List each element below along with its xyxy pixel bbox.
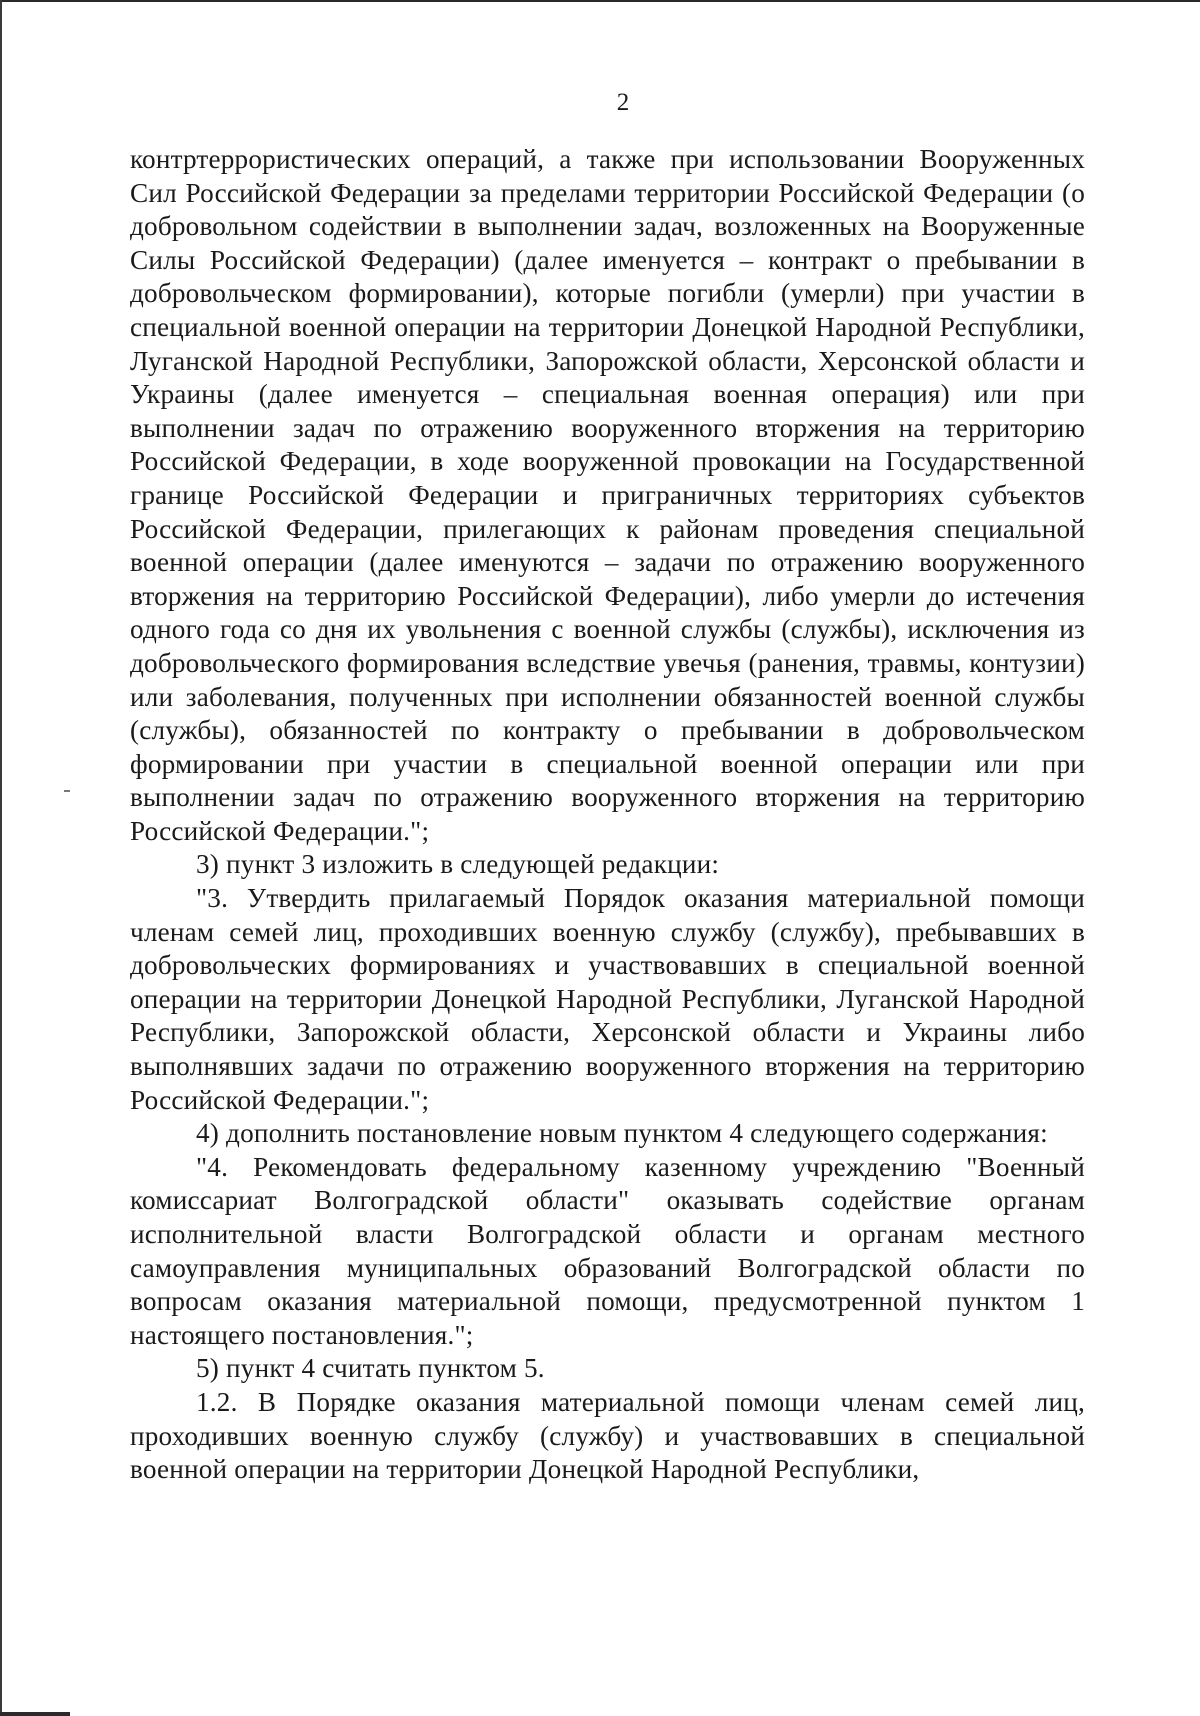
page-number: 2 — [616, 89, 630, 116]
paragraph-continuation: контртеррористических операций, а также при использовании Вооруженных Сил Российской Федерации за пределами территории Российской Федерации (о добровольном содействии в выполнении задач, возложенных на Вооруженные Силы Российской Федерации) (далее именуется – контракт о пребывании в добровольческом формировании), которые погибли (умерли) при участии в специальной военной операции на территории Донецкой Народной Республики, Луганской Народной Республики, Запорожской области, Херсонской области и Украины (далее именуется – специальная военная операция) или при выполнении задач по отражению вооруженного вторжения на территорию Российской Федерации, в ходе вооруженной провокации на Государственной границе Российской Федерации и приграничных территориях субъектов Российской Федерации, прилегающих к районам проведения специальной военной операции (далее именуются – задачи по отражению вооруженного вторжения на территорию Российской Федерации), либо умерли до истечения одного года со дня их увольнения с военной службы (службы), исключения из добровольческого формирования вследствие увечья (ранения, травмы, контузии) или заболевания, полученных при исполнении обязанностей военной службы (службы), обязанностей по контракту о пребывании в добровольческом формировании при участии в специальной военной операции или при выполнении задач по отражению вооруженного вторжения на территорию Российской Федерации."; — [130, 144, 1085, 846]
scan-border-left — [0, 0, 2, 1716]
paragraph-item-3-text: "3. Утвердить прилагаемый Порядок оказания материальной помощи членам семей лиц, проходивших военную службу (службу), пребывавших в добровольческих формированиях и участвовавших в специальной военной операции на территории Донецкой Народной Республики, Луганской Народной Республики, Запорожской области, Херсонской области и Украины либо выполнявших задачи по отражению вооруженного вторжения на территорию Российской Федерации."; — [130, 883, 1085, 1115]
scan-border-top — [0, 0, 1200, 2]
paragraph-item-4-text: "4. Рекомендовать федеральному казенному учреждению "Военный комиссариат Волгоградской области" оказывать содействие органам исполнительной власти Волгоградской области и органам местного самоуправления муниципальных образований Волгоградской области по вопросам оказания материальной помощи, предусмотренной пунктом 1 настоящего постановления."; — [130, 1151, 1085, 1350]
scan-border-bottom — [0, 1712, 70, 1716]
paragraph-section-1-2: 1.2. В Порядке оказания материальной помощи членам семей лиц, проходивших военную службу (службу) и участвовавших в специальной военной операции на территории Донецкой Народной Республики, — [130, 1386, 1085, 1485]
paragraph-item-4: 4) дополнить постановление новым пунктом 4 следующего содержания: — [196, 1118, 1048, 1149]
scan-margin-mark — [64, 790, 70, 792]
paragraph-item-5: 5) пункт 4 считать пунктом 5. — [196, 1353, 545, 1384]
document-body — [130, 143, 1085, 1487]
paragraph-item-3: 3) пункт 3 изложить в следующей редакции: — [196, 849, 720, 880]
